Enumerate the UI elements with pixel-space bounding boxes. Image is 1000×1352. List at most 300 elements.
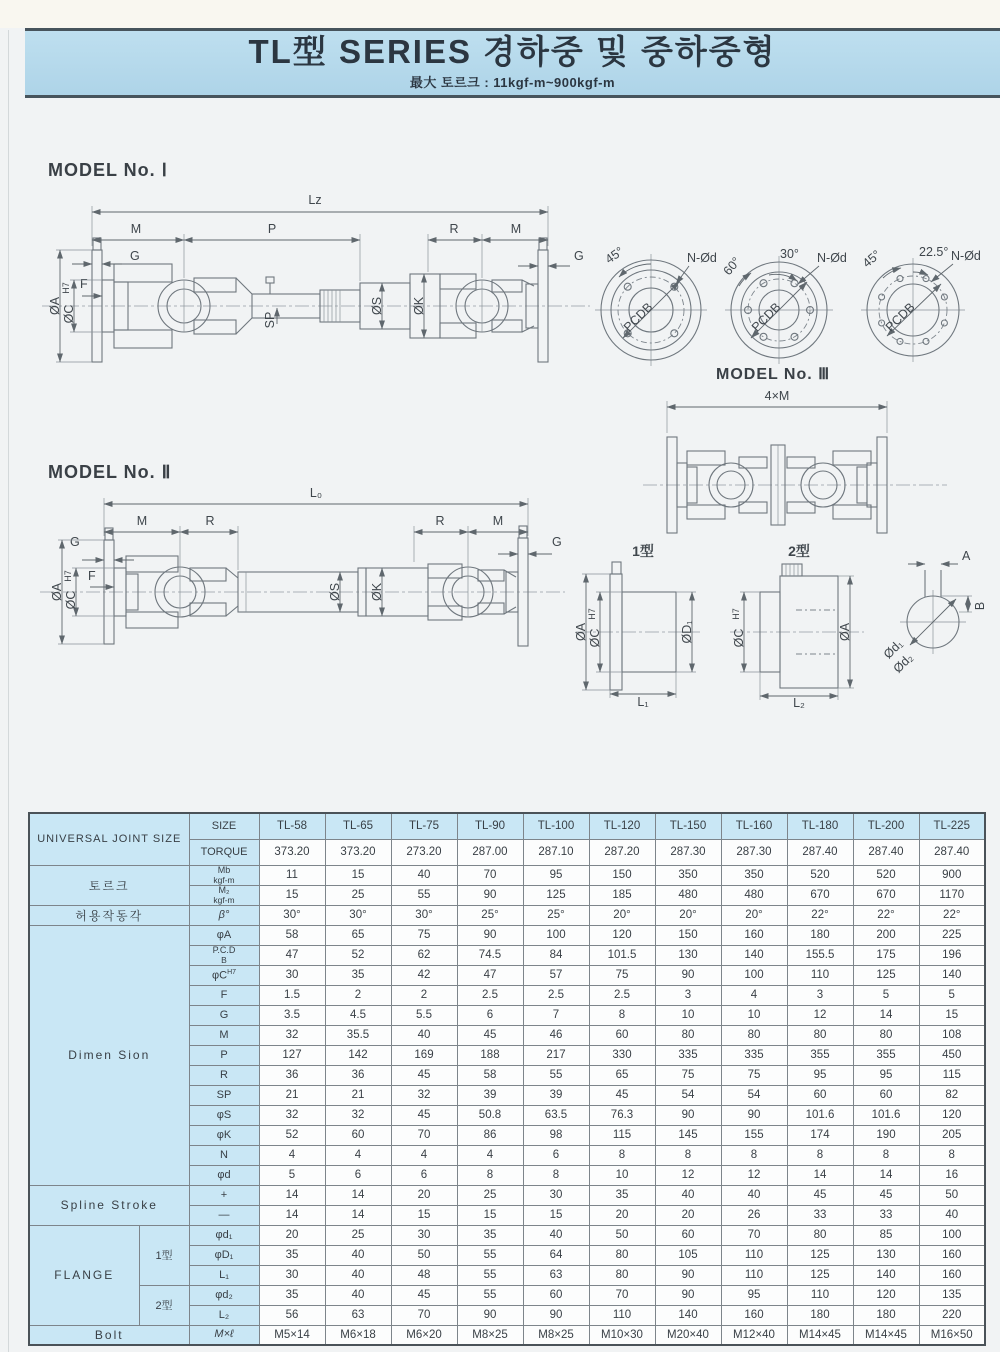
cell-value: 40 xyxy=(391,865,457,885)
cell-value: 480 xyxy=(655,885,721,905)
size-col-header: TL-58 xyxy=(259,813,325,839)
cell-value: 55 xyxy=(391,885,457,905)
cell-value: 2.5 xyxy=(523,985,589,1005)
row-label: M xyxy=(189,1025,259,1045)
dim-l1: L₁ xyxy=(637,695,649,709)
row-label: φK xyxy=(189,1125,259,1145)
cell-value: 35 xyxy=(259,1285,325,1305)
cell-value: 670 xyxy=(853,885,919,905)
cell-value: 205 xyxy=(919,1125,985,1145)
cell-value: 35.5 xyxy=(325,1025,391,1045)
cell-value: 35 xyxy=(325,965,391,985)
cell-value: 3.5 xyxy=(259,1005,325,1025)
cell-value: 40 xyxy=(655,1185,721,1205)
dim-phi-c-h7: H7 xyxy=(63,570,73,582)
cell-value: 520 xyxy=(853,865,919,885)
cell-value: 185 xyxy=(589,885,655,905)
cell-value: 174 xyxy=(787,1125,853,1145)
cell-value: 520 xyxy=(787,865,853,885)
cell-value: 48 xyxy=(391,1265,457,1285)
cell-value: 40 xyxy=(391,1025,457,1045)
cell-value: 32 xyxy=(259,1025,325,1045)
cell-value: 20 xyxy=(655,1205,721,1225)
cell-value: 160 xyxy=(721,1305,787,1325)
cell-value: 20 xyxy=(391,1185,457,1205)
cell-value: 14 xyxy=(325,1205,391,1225)
cell-value: 52 xyxy=(325,945,391,965)
row-label: F xyxy=(189,985,259,1005)
cell-value: 110 xyxy=(589,1305,655,1325)
cell-value: 56 xyxy=(259,1305,325,1325)
spec-table xyxy=(28,812,986,1346)
cell-value: 33 xyxy=(787,1205,853,1225)
cell-value: 127 xyxy=(259,1045,325,1065)
row-label: φd₂ xyxy=(189,1285,259,1305)
cell-value: 36 xyxy=(325,1065,391,1085)
dim-phi-d2-hole: Ød₂ xyxy=(890,650,916,676)
cell-value: 8 xyxy=(589,1005,655,1025)
cell-value: 40 xyxy=(523,1225,589,1245)
row-label: φd₁ xyxy=(189,1225,259,1245)
cell-value: 100 xyxy=(523,925,589,945)
cell-value: 8 xyxy=(721,1145,787,1165)
flange1-title: 1型 xyxy=(632,543,654,559)
cell-value: M14×45 xyxy=(787,1325,853,1345)
cell-value: 8 xyxy=(853,1145,919,1165)
ev1-angle-label: 45° xyxy=(602,244,627,267)
cell-value: M8×25 xyxy=(523,1325,589,1345)
cell-value: 20° xyxy=(655,905,721,925)
cell-value: 8 xyxy=(589,1145,655,1165)
cell-value: 10 xyxy=(721,1005,787,1025)
cell-value: 125 xyxy=(787,1265,853,1285)
cell-value: 35 xyxy=(457,1225,523,1245)
cell-value: 160 xyxy=(919,1245,985,1265)
size-col-header: TL-100 xyxy=(523,813,589,839)
cell-value: 180 xyxy=(853,1305,919,1325)
cell-value: 110 xyxy=(721,1245,787,1265)
model2-heading: MODEL No. Ⅱ xyxy=(48,462,172,482)
cell-value: 20 xyxy=(259,1225,325,1245)
dim-f: F xyxy=(80,277,88,291)
cell-value: M12×40 xyxy=(721,1325,787,1345)
row-label: L₁ xyxy=(189,1265,259,1285)
cell-value: 196 xyxy=(919,945,985,965)
cell-value: 12 xyxy=(721,1165,787,1185)
cell-value: 50 xyxy=(589,1225,655,1245)
cell-value: 15 xyxy=(457,1205,523,1225)
cell-value: 8 xyxy=(457,1165,523,1185)
row-label: M×ℓ xyxy=(189,1325,259,1345)
cell-value: 30° xyxy=(391,905,457,925)
cell-value: M6×18 xyxy=(325,1325,391,1345)
cell-value: 14 xyxy=(853,1005,919,1025)
cell-value: 5 xyxy=(919,985,985,1005)
cell-value: 40 xyxy=(325,1265,391,1285)
cell-value: 169 xyxy=(391,1045,457,1065)
cell-value: 3 xyxy=(787,985,853,1005)
cell-value: 350 xyxy=(721,865,787,885)
cell-value: 15 xyxy=(919,1005,985,1025)
cell-value: 80 xyxy=(853,1025,919,1045)
cell-value: 95 xyxy=(853,1065,919,1085)
cell-value: 90 xyxy=(457,885,523,905)
cell-value: 35 xyxy=(589,1185,655,1205)
cell-value: 108 xyxy=(919,1025,985,1045)
cell-value: 180 xyxy=(787,925,853,945)
cell-value: 32 xyxy=(259,1105,325,1125)
cell-value: 330 xyxy=(589,1045,655,1065)
size-col-header: TL-160 xyxy=(721,813,787,839)
cell-value: 15 xyxy=(391,1205,457,1225)
torque-value: 287.40 xyxy=(787,839,853,865)
torque-value: 287.00 xyxy=(457,839,523,865)
cell-value: 125 xyxy=(787,1245,853,1265)
ev3-pcd-label: PCDB xyxy=(882,300,918,335)
torque-value: 287.20 xyxy=(589,839,655,865)
torque-value: 273.20 xyxy=(391,839,457,865)
cell-value: 60 xyxy=(589,1025,655,1045)
cell-value: 115 xyxy=(919,1065,985,1085)
cell-value: M6×20 xyxy=(391,1325,457,1345)
row-label: R xyxy=(189,1065,259,1085)
dim-lz: Lz xyxy=(308,193,322,207)
cell-value: M16×50 xyxy=(919,1325,985,1345)
cell-value: 76.3 xyxy=(589,1105,655,1125)
cell-value: 14 xyxy=(259,1205,325,1225)
cell-value: 220 xyxy=(919,1305,985,1325)
dim-phi-s: ØS xyxy=(328,582,342,602)
model2-drawing xyxy=(30,480,575,695)
cell-value: 30 xyxy=(259,1265,325,1285)
torque-value: 287.40 xyxy=(853,839,919,865)
cell-value: 95 xyxy=(787,1065,853,1085)
row-label: φA xyxy=(189,925,259,945)
cell-value: 8 xyxy=(523,1165,589,1185)
cell-value: 26 xyxy=(721,1205,787,1225)
cell-value: 335 xyxy=(655,1045,721,1065)
dim-phi-a: ØA xyxy=(48,296,62,316)
cell-value: 60 xyxy=(523,1285,589,1305)
size-col-header: TL-90 xyxy=(457,813,523,839)
dim-m-right: M xyxy=(510,222,522,236)
size-col-header: TL-225 xyxy=(919,813,985,839)
cell-value: 100 xyxy=(721,965,787,985)
dim-r-left: R xyxy=(205,514,215,528)
dim-l0: L₀ xyxy=(309,486,323,500)
cell-value: 45 xyxy=(853,1185,919,1205)
subgroup-label: 1型 xyxy=(139,1225,189,1285)
cell-value: 6 xyxy=(391,1165,457,1185)
cell-value: 670 xyxy=(787,885,853,905)
cell-value: 70 xyxy=(391,1305,457,1325)
cell-value: 140 xyxy=(919,965,985,985)
cell-value: 5 xyxy=(259,1165,325,1185)
cell-value: 45 xyxy=(391,1285,457,1305)
cell-value: 70 xyxy=(391,1125,457,1145)
group-label: Bolt xyxy=(29,1325,189,1345)
cell-value: 1.5 xyxy=(259,985,325,1005)
cell-value: 105 xyxy=(655,1245,721,1265)
cell-value: 10 xyxy=(589,1165,655,1185)
cell-value: 140 xyxy=(721,945,787,965)
cell-value: 45 xyxy=(589,1085,655,1105)
cell-value: 25° xyxy=(523,905,589,925)
dim-m-left: M xyxy=(130,222,142,236)
cell-value: 30 xyxy=(259,965,325,985)
group-label: FLANGE xyxy=(29,1225,139,1325)
cell-value: 90 xyxy=(721,1105,787,1125)
row-label: G xyxy=(189,1005,259,1025)
flange-side-views xyxy=(548,540,993,708)
cell-value: 6 xyxy=(523,1145,589,1165)
row-label: L₂ xyxy=(189,1305,259,1325)
cell-value: 480 xyxy=(721,885,787,905)
cell-value: 45 xyxy=(787,1185,853,1205)
model1-drawing xyxy=(30,186,605,398)
cell-value: 40 xyxy=(919,1205,985,1225)
title-banner xyxy=(25,28,1000,98)
cell-value: 90 xyxy=(655,1105,721,1125)
cell-value: 145 xyxy=(655,1125,721,1145)
cell-value: 75 xyxy=(391,925,457,945)
cell-value: 1170 xyxy=(919,885,985,905)
cell-value: 80 xyxy=(721,1025,787,1045)
cell-value: 125 xyxy=(523,885,589,905)
cell-value: 46 xyxy=(523,1025,589,1045)
dim-f2-phi-a: ØA xyxy=(838,622,852,642)
cell-value: 15 xyxy=(259,885,325,905)
cell-value: 45 xyxy=(391,1105,457,1125)
cell-value: 40 xyxy=(325,1245,391,1265)
cell-value: 32 xyxy=(391,1085,457,1105)
cell-value: 80 xyxy=(589,1245,655,1265)
cell-value: 100 xyxy=(919,1225,985,1245)
cell-value: 55 xyxy=(457,1285,523,1305)
ev2-nod-label: N-Ød xyxy=(817,251,847,265)
group-label: Dimen Sion xyxy=(29,925,189,1185)
torque-value: 287.30 xyxy=(655,839,721,865)
dim-phi-a: ØA xyxy=(50,582,64,602)
cell-value: 45 xyxy=(391,1065,457,1085)
cell-value: 90 xyxy=(655,965,721,985)
cell-value: 125 xyxy=(853,965,919,985)
cell-value: 95 xyxy=(721,1285,787,1305)
cell-value: 110 xyxy=(721,1265,787,1285)
ev3-angle225-label: 22.5° xyxy=(919,245,949,259)
cell-value: 160 xyxy=(721,925,787,945)
cell-value: M14×45 xyxy=(853,1325,919,1345)
cell-value: 80 xyxy=(787,1025,853,1045)
cell-value: 60 xyxy=(325,1125,391,1145)
cell-value: 8 xyxy=(655,1145,721,1165)
ev2-angle60-label: 60° xyxy=(720,254,744,278)
ev1-pcd-label: PCDB xyxy=(620,299,656,335)
page-top-margin xyxy=(0,0,1000,28)
cell-value: 70 xyxy=(589,1285,655,1305)
cell-value: 75 xyxy=(655,1065,721,1085)
cell-value: 65 xyxy=(589,1065,655,1085)
dim-b: B xyxy=(973,601,987,611)
cell-value: 30 xyxy=(391,1225,457,1245)
cell-value: 45 xyxy=(457,1025,523,1045)
cell-value: 4.5 xyxy=(325,1005,391,1025)
cell-value: 14 xyxy=(787,1165,853,1185)
size-col-header: TL-150 xyxy=(655,813,721,839)
ev2-pcd-label: PCDB xyxy=(748,299,784,335)
cell-value: 90 xyxy=(523,1305,589,1325)
cell-value: 20° xyxy=(589,905,655,925)
cell-value: 80 xyxy=(655,1025,721,1045)
page-title: TL型 SERIES 경하중 및 중하중형 xyxy=(248,33,777,71)
size-col-header: TL-200 xyxy=(853,813,919,839)
group-label: 허용작동각 xyxy=(29,905,189,925)
row-label: φS xyxy=(189,1105,259,1125)
cell-value: 47 xyxy=(457,965,523,985)
cell-value: 36 xyxy=(259,1065,325,1085)
cell-value: 188 xyxy=(457,1045,523,1065)
model3-heading: MODEL No. Ⅲ xyxy=(716,366,831,383)
torque-value: 287.30 xyxy=(721,839,787,865)
cell-value: 21 xyxy=(325,1085,391,1105)
cell-value: 58 xyxy=(457,1065,523,1085)
dim-g-right: G xyxy=(552,535,562,549)
dim-f1-phi-c: ØC xyxy=(588,628,602,648)
cell-value: 82 xyxy=(919,1085,985,1105)
cell-value: 101.6 xyxy=(787,1105,853,1125)
cell-value: 60 xyxy=(787,1085,853,1105)
row-label: β° xyxy=(189,905,259,925)
cell-value: 90 xyxy=(457,925,523,945)
cell-value: 35 xyxy=(259,1245,325,1265)
cell-value: 175 xyxy=(853,945,919,965)
cell-value: 4 xyxy=(721,985,787,1005)
row-label: P xyxy=(189,1045,259,1065)
cell-value: 15 xyxy=(325,865,391,885)
dim-4xm: 4×M xyxy=(764,389,790,403)
model3-drawing xyxy=(635,385,955,545)
cell-value: 101.6 xyxy=(853,1105,919,1125)
dim-phi-c: ØC xyxy=(64,590,78,610)
group-label: 토르크 xyxy=(29,865,189,905)
cell-value: M5×14 xyxy=(259,1325,325,1345)
cell-value: 8 xyxy=(787,1145,853,1165)
cell-value: 57 xyxy=(523,965,589,985)
cell-value: 50.8 xyxy=(457,1105,523,1125)
cell-value: 8 xyxy=(919,1145,985,1165)
cell-value: 101.5 xyxy=(589,945,655,965)
cell-value: 6 xyxy=(325,1165,391,1185)
cell-value: 11 xyxy=(259,865,325,885)
cell-value: 7 xyxy=(523,1005,589,1025)
size-col-header: TL-120 xyxy=(589,813,655,839)
cell-value: 4 xyxy=(457,1145,523,1165)
cell-value: M8×25 xyxy=(457,1325,523,1345)
dim-phi-d1-hole: Ød₁ xyxy=(880,636,906,662)
cell-value: 6 xyxy=(457,1005,523,1025)
spec-table-body xyxy=(29,865,985,1345)
cell-value: 10 xyxy=(655,1005,721,1025)
size-col-header: TL-75 xyxy=(391,813,457,839)
row-label: — xyxy=(189,1205,259,1225)
cell-value: 22° xyxy=(787,905,853,925)
row-label: $\varphi C^{H7}$ xyxy=(189,965,259,985)
row-label: P.C.D B xyxy=(189,945,259,965)
cell-value: 16 xyxy=(919,1165,985,1185)
row-label: φD₁ xyxy=(189,1245,259,1265)
cell-value: 15 xyxy=(523,1205,589,1225)
cell-value: 180 xyxy=(787,1305,853,1325)
cell-value: 110 xyxy=(787,965,853,985)
cell-value: 135 xyxy=(919,1285,985,1305)
torque-value: 287.10 xyxy=(523,839,589,865)
dim-m-right: M xyxy=(492,514,504,528)
cell-value: 115 xyxy=(589,1125,655,1145)
cell-value: 54 xyxy=(721,1085,787,1105)
cell-value: 155 xyxy=(721,1125,787,1145)
cell-value: 84 xyxy=(523,945,589,965)
dim-phi-k: ØK xyxy=(412,296,426,316)
cell-value: 60 xyxy=(853,1085,919,1105)
cell-value: 5 xyxy=(853,985,919,1005)
torque-value: 373.20 xyxy=(259,839,325,865)
ev3-nod-label: N-Ød xyxy=(951,249,981,263)
cell-value: M10×30 xyxy=(589,1325,655,1345)
cell-value: 22° xyxy=(919,905,985,925)
size-col-header: TL-65 xyxy=(325,813,391,839)
cell-value: 80 xyxy=(589,1265,655,1285)
cell-value: 75 xyxy=(589,965,655,985)
cell-value: 4 xyxy=(259,1145,325,1165)
cell-value: 39 xyxy=(457,1085,523,1105)
dim-a: A xyxy=(962,549,971,563)
cell-value: 150 xyxy=(589,865,655,885)
cell-value: 39 xyxy=(523,1085,589,1105)
row-label: SP xyxy=(189,1085,259,1105)
cell-value: 25 xyxy=(325,885,391,905)
dim-g-left: G xyxy=(70,535,80,549)
page-subtitle: 最大 토르크 : 11kgf-m~900kgf-m xyxy=(409,74,616,90)
cell-value: 130 xyxy=(655,945,721,965)
cell-value: 63 xyxy=(523,1265,589,1285)
dim-m-left: M xyxy=(136,514,148,528)
row-label: N xyxy=(189,1145,259,1165)
size-label: SIZE xyxy=(189,813,259,839)
cell-value: 85 xyxy=(853,1225,919,1245)
dim-f: F xyxy=(88,569,96,583)
cell-value: 21 xyxy=(259,1085,325,1105)
cell-value: 4 xyxy=(325,1145,391,1165)
group-label: Spline Stroke xyxy=(29,1185,189,1225)
cell-value: 40 xyxy=(721,1185,787,1205)
cell-value: 5.5 xyxy=(391,1005,457,1025)
dim-g-left: G xyxy=(130,249,140,263)
cell-value: 14 xyxy=(325,1185,391,1205)
cell-value: 25 xyxy=(325,1225,391,1245)
cell-value: 32 xyxy=(325,1105,391,1125)
cell-value: 86 xyxy=(457,1125,523,1145)
cell-value: 90 xyxy=(655,1265,721,1285)
cell-value: 2 xyxy=(325,985,391,1005)
cell-value: 20 xyxy=(589,1205,655,1225)
cell-value: 25° xyxy=(457,905,523,925)
cell-value: 55 xyxy=(457,1265,523,1285)
size-col-header: TL-180 xyxy=(787,813,853,839)
cell-value: 75 xyxy=(721,1065,787,1085)
cell-value: 63.5 xyxy=(523,1105,589,1125)
dim-phi-k: ØK xyxy=(370,582,384,602)
dim-phi-c: ØC xyxy=(62,304,76,324)
